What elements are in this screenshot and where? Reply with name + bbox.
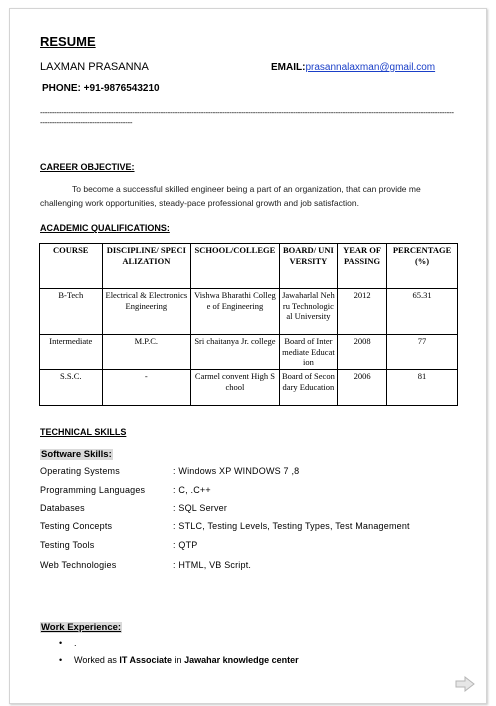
skill-value: : QTP <box>173 540 198 550</box>
skill-label: Databases <box>40 503 85 513</box>
table-cell: 2008 <box>338 335 387 370</box>
work-item <box>74 655 299 665</box>
resume-title: RESUME <box>40 34 96 49</box>
table-cell: 65.31 <box>387 289 458 335</box>
table-cell: Jawaharlal Nehru Technological University <box>279 289 337 335</box>
work-experience-heading: Work Experience: <box>41 622 122 633</box>
table-cell: Intermediate <box>40 335 103 370</box>
work-role: IT Associate <box>119 655 173 665</box>
skill-value: : STLC, Testing Levels, Testing Types, Test Management <box>173 521 410 531</box>
column-header: YEAR OF PASSING <box>338 244 387 289</box>
bullet-icon: • <box>59 655 63 665</box>
table-cell: Board of Secondary Education <box>279 370 337 406</box>
divider-line: ---------------------------------------------------------------------------------------------------------------------------------------------------------------------------------------------------------------------- <box>40 108 454 127</box>
skill-label: Operating Systems <box>40 466 120 476</box>
column-header: DISCIPLINE/ SPECIALIZATION <box>102 244 191 289</box>
work-company: Jawahar knowledge center <box>184 655 299 665</box>
skill-value: : C, .C++ <box>173 485 211 495</box>
work-item-prefix: Worked as <box>74 655 120 665</box>
column-header: COURSE <box>40 244 103 289</box>
phone-number: PHONE: +91-9876543210 <box>42 83 160 94</box>
email-label: EMAIL: <box>271 62 306 73</box>
table-cell: 81 <box>387 370 458 406</box>
table-cell: 77 <box>387 335 458 370</box>
email-link[interactable]: prasannalaxman@gmail.com <box>305 62 436 73</box>
table-row <box>40 335 458 370</box>
table-cell: Board of Intermediate Education <box>279 335 337 370</box>
table-cell: S.S.C. <box>40 370 103 406</box>
table-cell: Vishwa Bharathi College of Engineering <box>191 289 280 335</box>
work-item-mid: in <box>172 655 185 665</box>
technical-skills-heading: TECHNICAL SKILLS <box>40 427 127 437</box>
column-header: SCHOOL/COLLEGE <box>191 244 280 289</box>
skill-value: : HTML, VB Script. <box>173 560 252 570</box>
arrow-right-icon[interactable] <box>455 676 475 692</box>
work-item-empty: . <box>74 638 77 648</box>
table-row <box>40 370 458 406</box>
table-cell: 2012 <box>338 289 387 335</box>
skill-label: Programming Languages <box>40 485 146 495</box>
academic-heading: ACADEMIC QUALIFICATIONS: <box>40 223 170 233</box>
skill-label: Web Technologies <box>40 560 117 570</box>
table-cell: Carmel convent High School <box>191 370 280 406</box>
table-cell: M.P.C. <box>102 335 191 370</box>
bullet-icon: • <box>59 638 63 648</box>
column-header: PERCENTAGE (%) <box>387 244 458 289</box>
table-header-row <box>40 244 458 289</box>
table-cell: Electrical & Electronics Engineering <box>102 289 191 335</box>
column-header: BOARD/ UNIVERSITY <box>279 244 337 289</box>
table-cell: 2006 <box>338 370 387 406</box>
career-objective-heading: CAREER OBJECTIVE: <box>40 162 135 172</box>
career-objective-text: To become a successful skilled engineer being a part of an organization, that can provide me challenging work opportunities, steady-pace professional growth and job satisfaction. <box>40 184 421 208</box>
table-cell: Sri chaitanya Jr. college <box>191 335 280 370</box>
skill-value: : Windows XP WINDOWS 7 ,8 <box>173 466 300 476</box>
skill-label: Testing Concepts <box>40 521 113 531</box>
table-row <box>40 289 458 335</box>
academic-table <box>39 243 458 406</box>
table-cell: B-Tech <box>40 289 103 335</box>
table-cell: - <box>102 370 191 406</box>
skill-value: : SQL Server <box>173 503 228 513</box>
software-skills-heading: Software Skills: <box>41 449 112 460</box>
email-line <box>271 62 435 73</box>
skill-label: Testing Tools <box>40 540 95 550</box>
candidate-name: LAXMAN PRASANNA <box>40 61 149 73</box>
